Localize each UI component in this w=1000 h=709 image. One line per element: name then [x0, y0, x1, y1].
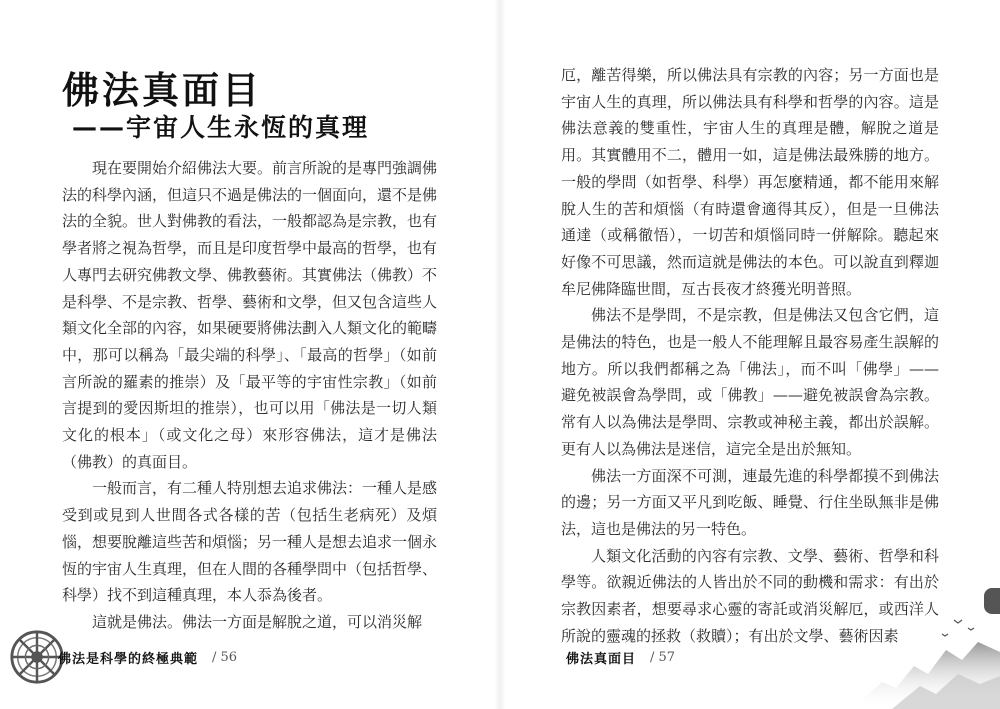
paragraph: 一般而言，有二種人特別想去追求佛法：一種人是感受到或見到人世間各式各樣的苦（包括生老病死）及煩惱，想要脫離這些苦和煩惱；另一種人是想去追求一個永恆的宇宙人生真理，但在人間的各種學問中（包括哲學、科學）找不到這種真理，本人忝為後者。 [62, 479, 438, 605]
left-page [0, 0, 494, 709]
ink-landscape-icon [862, 590, 1000, 709]
book-gutter [494, 0, 506, 709]
page-number: / 56 [212, 649, 238, 665]
paragraph: 這就是佛法。佛法一方面是解脫之道，可以消災解 [92, 612, 423, 631]
chapter-title: 佛法真面目 [62, 69, 262, 112]
left-body-text [62, 155, 437, 636]
right-body-text [561, 62, 939, 649]
right-footer [566, 645, 675, 669]
paragraph: 現在要開始介紹佛法大要。前言所說的是專門強調佛法的科學內涵，但這只不過是佛法的一個面向，還不是佛法的全貌。世人對佛教的看法，一般都認為是宗教，也有學者將之視為哲學，而且是印度哲學中最高的哲學，也有人專門去研究佛教文學、佛教藝術。其實佛法（佛教）不是科學、不是宗教、哲學、藝術和文學，但又包含這些人類文化全部的內容，如果硬要將佛法劃入人類文化的範疇中，那可以稱為「最尖端的科學」、「最高的哲學」（如前言所說的羅素的推崇）及「最平等的宇宙性宗教」（如前言提到的愛因斯坦的推崇），也可以用「佛法是一切人類文化的根本」（或文化之母）來形容佛法，這才是佛法（佛教）的真面目。 [62, 159, 438, 471]
footer-chapter-title: 佛法真面目 [566, 651, 637, 667]
paragraph: 佛法一方面深不可測，連最先進的科學都摸不到佛法的邊；另一方面又平凡到吃飯、睡覺、行住坐臥無非是佛法，這也是佛法的另一特色。 [561, 466, 939, 538]
right-page [506, 0, 1000, 709]
footer-book-title: 佛法是科學的終極典範 [58, 651, 199, 667]
paragraph: 佛法不是學問，不是宗教，但是佛法又包含它們，這是佛法的特色，也是一般人不能理解且最容易產生誤解的地方。所以我們都稱之為「佛法」，而不叫「佛學」——避免被誤會為學問，或「佛教」——避免被誤會為宗教。常有人以為佛法是學問、宗教或神秘主義，都出於誤解。更有人以為佛法是迷信，這完全是出於無知。 [561, 306, 939, 458]
chapter-subtitle: ——宇宙人生永恆的真理 [72, 113, 370, 142]
left-footer [58, 645, 237, 669]
paragraph-continuation: 厄，離苦得樂，所以佛法具有宗教的內容；另一方面也是宇宙人生的真理，所以佛法具有科學和哲學的內容。這是佛法意義的雙重性，宇宙人生的真理是體，解脫之道是用。其實體用不二，體用一如，這是佛法最殊勝的地方。一般的學問（如哲學、科學）再怎麼精通，都不能用來解脫人生的苦和煩惱（有時還會適得其反），但是一旦佛法通達（或稱徹悟），一切苦和煩惱同時一併解除。聽起來好像不可思議，然而這就是佛法的本色。可以說直到釋迦牟尼佛降臨世間，亙古長夜才終獲光明普照。 [561, 66, 939, 298]
page-number: / 57 [650, 649, 676, 665]
paragraph: 人類文化活動的內容有宗教、文學、藝術、哲學和科學等。欲親近佛法的人皆出於不同的動機和需求：有出於宗教因素者，想要尋求心靈的寄託或消災解厄，或西洋人所說的靈魂的拯救（救贖）；有出於文學、藝術因素 [561, 546, 939, 645]
